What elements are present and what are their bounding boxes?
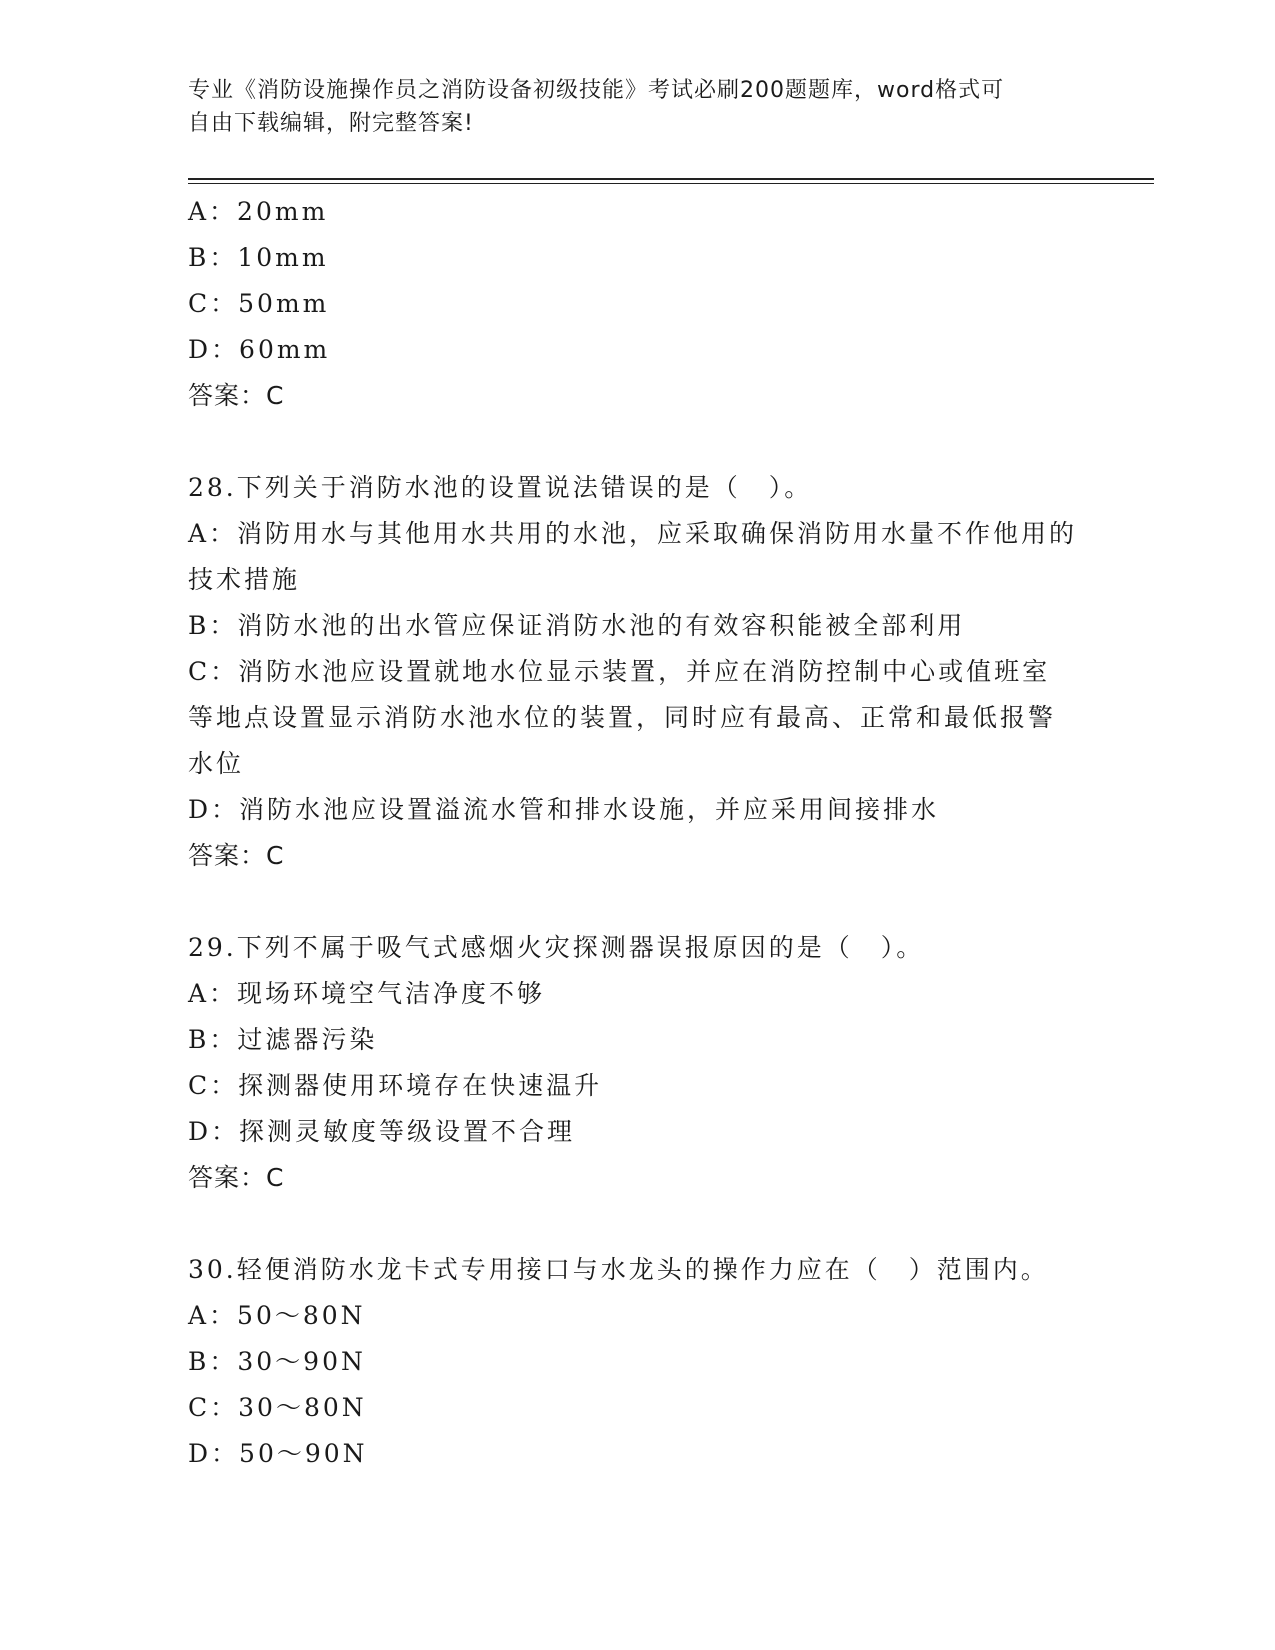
q27-option-b: B：10mm	[188, 243, 329, 272]
q28-option-d: D：消防水池应设置溢流水管和排水设施，并应采用间接排水	[188, 795, 940, 824]
q30-option-a: A：50～80N	[188, 1301, 366, 1330]
q30-option-c: C：30～80N	[188, 1393, 367, 1422]
q27-option-a: A：20mm	[188, 197, 329, 226]
q28-answer: 答案：C	[188, 841, 285, 870]
document-header	[188, 74, 1068, 140]
header-divider-thin	[188, 183, 1154, 184]
q28-option-c: C：消防水池应设置就地水位显示装置，并应在消防控制中心或值班室等地点设置显示消防水池水位的装置，同时应有最高、正常和最低报警水位	[188, 657, 1057, 778]
q29-option-d: D：探测灵敏度等级设置不合理	[188, 1117, 576, 1146]
q29-answer: 答案：C	[188, 1163, 285, 1192]
q27-option-d: D：60mm	[188, 335, 331, 364]
q30-option-b: B：30～90N	[188, 1347, 366, 1376]
question-28	[188, 465, 1088, 879]
q29-option-a: A：现场环境空气洁净度不够	[188, 979, 546, 1008]
question-27	[188, 189, 1088, 419]
spacer	[188, 879, 1088, 925]
question-29	[188, 925, 1088, 1201]
q29-option-b: B：过滤器污染	[188, 1025, 378, 1054]
q27-option-c: C：50mm	[188, 289, 330, 318]
q30-question: 30.轻便消防水龙卡式专用接口与水龙头的操作力应在（ ）范围内。	[188, 1255, 1049, 1284]
q30-option-d: D：50～90N	[188, 1439, 368, 1468]
header-line-1: 专业《消防设施操作员之消防设备初级技能》考试必刷200题题库，word格式可	[188, 78, 1005, 103]
q28-option-b: B：消防水池的出水管应保证消防水池的有效容积能被全部利用	[188, 611, 966, 640]
header-line-2: 自由下载编辑，附完整答案!	[188, 111, 474, 136]
q28-option-a: A：消防用水与其他用水共用的水池，应采取确保消防用水量不作他用的技术措施	[188, 519, 1078, 594]
q28-question: 28.下列关于消防水池的设置说法错误的是（ ）。	[188, 473, 813, 502]
spacer	[188, 1201, 1088, 1247]
q27-answer: 答案：C	[188, 381, 285, 410]
question-list	[188, 189, 1088, 1477]
question-30	[188, 1247, 1088, 1477]
q29-option-c: C：探测器使用环境存在快速温升	[188, 1071, 603, 1100]
spacer	[188, 419, 1088, 465]
q29-question: 29.下列不属于吸气式感烟火灾探测器误报原因的是（ ）。	[188, 933, 925, 962]
header-divider-thick	[188, 178, 1154, 180]
